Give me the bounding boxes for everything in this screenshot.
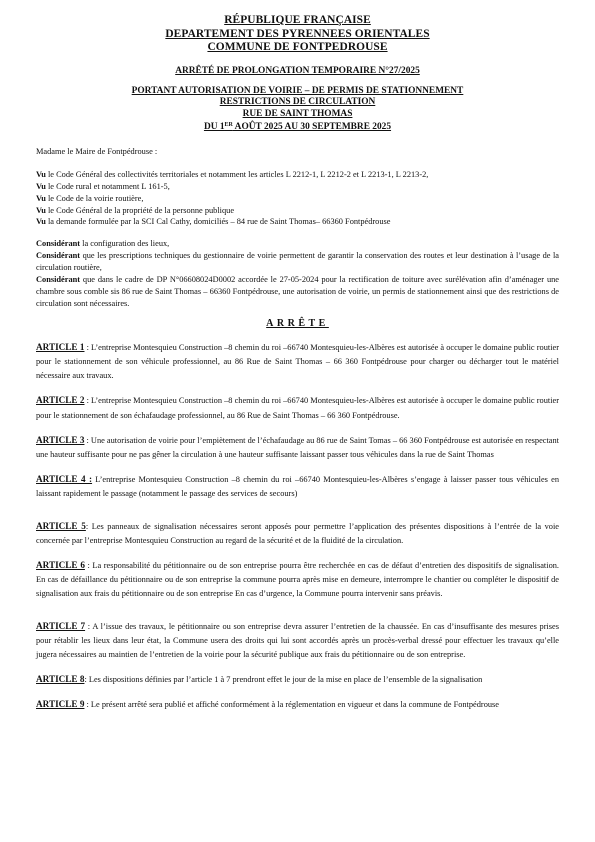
vu-label: Vu: [36, 181, 46, 191]
article-label: ARTICLE 7: [36, 620, 86, 631]
article-7: [36, 619, 559, 663]
vu-text: le Code rural et notamment L 161-5,: [45, 181, 170, 191]
article-text: : Le présent arrêté sera publié et affiché conformément à la réglementation en vigueur et dans la commune de Fontpédrouse: [84, 700, 499, 710]
subject-date-suffix: AOÛT 2025 AU 30 SEPTEMBRE 2025: [232, 122, 392, 133]
article-label: ARTICLE 6: [36, 559, 85, 570]
article-text: : L’entreprise Montesquieu Construction –8 chemin du roi –66740 Montesquieu-les-Albères est autorisée à occuper le domaine public routier pour le stationnement de son véhicule professionnel, au 86 Rue de Saint Thomas – 66 360 Fontpédrouse pour charger ou décharger tout le matériel nécessaire aux travaux.: [36, 342, 559, 381]
vu-item: [36, 169, 559, 181]
vu-item: [36, 216, 559, 228]
subject-date: [36, 120, 559, 134]
article-text: : L’entreprise Montesquieu Construction –8 chemin du roi –66740 Montesquieu-les-Albères est autorisée à occuper le domaine public routier pour le stationnement de son échafaudage professionnel, au 86 Rue de Saint Thomas – 66 360 Fontpédrouse.: [36, 396, 559, 420]
vu-text: la demande formulée par la SCI Cal Cathy, domiciliés – 84 rue de Saint Thomas– 66360 Fontpédrouse: [45, 217, 391, 227]
considerant-text: que dans le cadre de DP N°06608024D0002 accordée le 27-05-2024 pour la rectification de toiture avec surélévation afin d’aménager une chambre sous comble sis 86 rue de Saint Thomas – 66360 Fontpédrouse, une autorisation de voirie, un permis de stationnement ainsi que des restrictions de circulation sont nécessaires.: [36, 275, 559, 308]
article-text: : Les panneaux de signalisation nécessaires seront apposés pour permettre l’application des présentes dispositions à l’entrée de la voie concernée par l’entreprise Montesquieu Construction au regard de la sécurité et de la fluidité de la circulation.: [36, 521, 559, 545]
article-text: : La responsabilité du pétitionnaire ou de son entreprise pourra être recherchée en cas de défaut d’entretien des dispositifs de signalisation. En cas de défaillance du pétitionnaire ou de son entreprise la commune pourra après mise en demeure, interrompre le chantier ou compléter le dispositif de signalisation aux frais du pétitionnaire ou de son entreprise En cas d’urgence, la Commune pourra intervenir sans préavis.: [36, 560, 559, 599]
document-page: [36, 14, 559, 713]
header-department: DEPARTEMENT DES PYRENNEES ORIENTALES: [165, 27, 430, 40]
considerant-item: [36, 238, 559, 250]
vu-label: Vu: [36, 193, 46, 203]
article-4: [36, 472, 559, 501]
subject-date-prefix: DU 1: [203, 122, 225, 133]
article-text: : A l’issue des travaux, le pétitionnaire ou son entreprise devra assurer l’entretien de la chaussée. En cas d’insuffisante des mesures prises pour rétablir les lieux dans leur état, la Commune usera des droits qui lui sont accordés après un procès-verbal dressé pour effectuer les travaux qu’elle jugera nécessaires au maintien de l’entretien de la voirie pour la sécurité publique aux frais du pétitionnaire ou de son entreprise.: [36, 621, 560, 659]
subject-line-2: RESTRICTIONS DE CIRCULATION: [219, 97, 376, 108]
subject-line-3: RUE DE SAINT THOMAS: [242, 108, 353, 119]
vu-label: Vu: [36, 217, 46, 227]
vus-list: [36, 169, 559, 229]
article-text: L’entreprise Montesquieu Construction –8 chemin du roi –66740 Montesquieu-les-Albères s’engage à laisser passer tous véhicules en laissant rapidement le passage (notamment le passage des services de secours): [36, 475, 559, 499]
header-republic: RÉPUBLIQUE FRANÇAISE: [224, 14, 371, 26]
addressee: Madame le Maire de Fontpédrouse :: [36, 146, 158, 156]
article-label: ARTICLE 9: [36, 699, 85, 710]
article-label: ARTICLE 2: [36, 395, 85, 406]
considerants-list: [36, 238, 559, 309]
article-text: : Les dispositions définies par l’article 1 à 7 prendront effet le jour de la mise en place de l’ensemble de la signalisation: [84, 675, 483, 685]
arrete-subject: [36, 86, 559, 134]
vu-text: le Code Général de la propriété de la personne publique: [45, 205, 235, 215]
considerant-label: Considérant: [36, 251, 81, 261]
article-3: [36, 433, 559, 462]
article-2: [36, 393, 559, 422]
vu-label: Vu: [36, 205, 46, 215]
vu-item: [36, 181, 559, 193]
considerant-item: [36, 274, 559, 310]
article-label: ARTICLE 4 :: [36, 474, 93, 485]
vu-label: Vu: [36, 169, 46, 179]
vu-text: le Code Général des collectivités territoriales et notamment les articles L 2212-1, L 2212-2 et L 2213-1, L 2213-2,: [45, 169, 429, 179]
vu-text: le Code de la voirie routière,: [45, 193, 144, 203]
article-1: [36, 340, 559, 384]
header-commune: COMMUNE DE FONTPEDROUSE: [207, 41, 388, 53]
arrete-title: ARRÊTÉ DE PROLONGATION TEMPORAIRE N°27/2025: [175, 65, 420, 76]
article-9: [36, 697, 559, 712]
article-label: ARTICLE 5: [36, 520, 86, 531]
subject-date-sup: ER: [224, 122, 233, 129]
article-label: ARTICLE 1: [36, 341, 85, 352]
article-label: ARTICLE 8: [36, 674, 85, 685]
considerant-label: Considérant: [36, 275, 81, 285]
article-6: [36, 558, 559, 602]
article-text: : Une autorisation de voirie pour l’empiètement de l’échafaudage au 86 rue de Saint Tomas – 66 360 Fontpédrouse est autorisée en respectant une hauteur suffisante pour ne pas gêner la circulation à une hauteur suffisante laissant passer tous véhicules dans la rue de Saint Thomas: [36, 435, 559, 459]
decision-title: ARRÊTE: [266, 317, 329, 329]
article-5: [36, 519, 559, 548]
considerant-label: Considérant: [36, 239, 81, 249]
article-8: [36, 672, 559, 687]
document-header: [36, 14, 559, 55]
considerant-item: [36, 250, 559, 274]
considerant-text: la configuration des lieux,: [80, 239, 170, 249]
subject-line-1: PORTANT AUTORISATION DE VOIRIE – DE PERMIS DE STATIONNEMENT: [131, 85, 464, 96]
vu-item: [36, 205, 559, 217]
considerant-text: que les prescriptions techniques du gestionnaire de voirie permettent de garantir la conservation des routes et leur destination à l’usage de la circulation routière,: [36, 251, 559, 273]
article-label: ARTICLE 3: [36, 434, 85, 445]
vu-item: [36, 193, 559, 205]
